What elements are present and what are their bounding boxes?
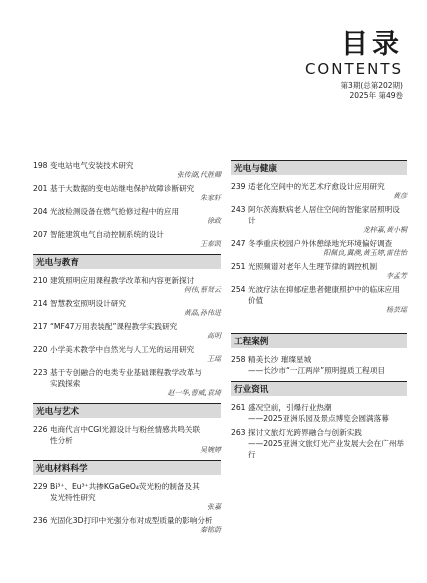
article-title: 盛况空前，引爆行业热潮 xyxy=(248,403,332,412)
article-title: 适老化空间中的光艺术疗愈设计应用研究 xyxy=(248,182,385,191)
page-number: 207 xyxy=(33,230,48,239)
contents-header xyxy=(305,30,403,101)
article-title: 基于专创融合的电类专业基础课程教学改革与 xyxy=(50,368,202,377)
section-heading-label: 行业资讯 xyxy=(231,381,407,396)
page-number: 247 xyxy=(231,239,246,248)
section-heading xyxy=(231,381,407,396)
page-number: 201 xyxy=(33,184,48,193)
page-number: 217 xyxy=(33,322,48,331)
article-authors: 高明 xyxy=(207,332,221,340)
page-number: 229 xyxy=(33,482,48,491)
toc-entry[interactable] xyxy=(231,427,407,460)
article-authors: 黄彦 xyxy=(393,192,407,200)
toc-entry[interactable] xyxy=(33,321,221,341)
toc-entry[interactable] xyxy=(33,367,221,398)
article-authors: 吴婉婷 xyxy=(200,446,221,454)
page-number: 243 xyxy=(231,205,246,214)
left-column xyxy=(33,160,221,538)
article-subtitle: ——2025亚洲乐园及景点博览会圆满落幕 xyxy=(248,414,389,423)
section-heading xyxy=(231,160,407,175)
article-authors: 王瑶 xyxy=(207,355,221,363)
article-title: “MF47万用表装配”课程教学实践研究 xyxy=(50,322,178,331)
section-heading-label: 光电与健康 xyxy=(231,160,407,175)
article-authors: 杨芸瑶 xyxy=(386,306,407,314)
article-subtitle: ——2025亚洲文旅灯光产业发展大会在广州举行 xyxy=(248,439,405,459)
article-authors: 阳佩良,冀澳,黄玉婷,雷佳怡 xyxy=(323,249,407,257)
section-heading xyxy=(33,403,221,418)
article-authors: 王泰凯 xyxy=(200,240,221,248)
article-title: 光波疗法在抑郁症患者健康照护中的临床应用 xyxy=(248,285,400,294)
section-heading xyxy=(33,460,221,475)
contents-title-cn: 目录 xyxy=(341,29,403,60)
toc-entry[interactable] xyxy=(33,298,221,318)
toc-entry[interactable] xyxy=(231,261,407,281)
contents-title-en: CONTENTS xyxy=(304,60,403,78)
article-subtitle: ——长沙市“一江两岸”照明提质工程项目 xyxy=(248,366,385,375)
article-title: 电商代言中CGI光源设计与粉丝情感共鸣关联 xyxy=(50,425,201,434)
article-authors: 赵一华,曹威,袁琦 xyxy=(167,389,221,397)
toc-entry[interactable] xyxy=(231,402,407,424)
volume-year: 2025年 第49卷 xyxy=(349,91,403,100)
toc-entry[interactable] xyxy=(231,354,407,376)
article-title: 探讨文旅灯光跨界融合与创新实践 xyxy=(248,428,362,437)
article-title: 智能建筑电气自动控制系统的设计 xyxy=(50,230,164,239)
toc-entry[interactable] xyxy=(231,204,407,235)
toc-entry[interactable] xyxy=(33,206,221,226)
toc-entry[interactable] xyxy=(231,181,407,201)
article-authors: 黄晶,孙伟进 xyxy=(183,309,221,317)
page-number: 220 xyxy=(33,345,48,354)
article-authors: 李孟芳 xyxy=(386,272,407,280)
toc-entry[interactable] xyxy=(33,424,221,455)
toc-entry[interactable] xyxy=(33,183,221,203)
toc-entry[interactable] xyxy=(33,275,221,295)
page-number: 223 xyxy=(33,368,48,377)
article-title: 小学美术教学中自然光与人工光的运用研究 xyxy=(50,345,195,354)
toc-entry[interactable] xyxy=(231,238,407,258)
page-number: 239 xyxy=(231,182,246,191)
article-authors: 张嘉 xyxy=(207,503,221,511)
page-number: 204 xyxy=(33,207,48,216)
section-heading xyxy=(33,254,221,269)
page-number: 214 xyxy=(33,299,48,308)
section-heading-label: 光电与艺术 xyxy=(33,403,221,418)
page-number: 226 xyxy=(33,425,48,434)
section-heading-label: 光电与教育 xyxy=(33,254,221,269)
article-title: 基于大数据的变电站继电保护故障诊断研究 xyxy=(50,184,195,193)
section-heading-label: 光电材料科学 xyxy=(33,460,221,475)
page-number: 251 xyxy=(231,262,246,271)
toc-entry[interactable] xyxy=(33,481,221,512)
section-heading-label: 工程案例 xyxy=(231,333,407,348)
article-title: 智慧教室照明设计研究 xyxy=(50,299,126,308)
toc-entry[interactable] xyxy=(33,160,221,180)
article-authors: 何伟,蔡贤云 xyxy=(183,286,221,294)
article-title: 建筑照明应用课程教学改革和内容更新探讨 xyxy=(50,276,195,285)
page-number: 236 xyxy=(33,516,48,525)
issue-number: 第3期(总第202期) xyxy=(340,81,403,90)
article-title: 变电站电气安装技术研究 xyxy=(50,161,134,170)
article-title-continued: 价值 xyxy=(248,296,264,305)
toc-entry[interactable] xyxy=(33,515,221,535)
page-number: 258 xyxy=(231,355,246,364)
page-number: 263 xyxy=(231,428,246,437)
article-title: Bi³⁺、Eu³⁺共掺KGaGeO₄荧光粉的制备及其 xyxy=(50,482,200,491)
article-authors: 秦铭蔚 xyxy=(200,526,221,534)
article-title: 光波检测设备在燃气抢修过程中的应用 xyxy=(50,207,180,216)
page-number: 210 xyxy=(33,276,48,285)
article-title: 阿尔茨海默病老人居住空间的智能家居照明设计 xyxy=(248,205,400,225)
article-authors: 朱家轩 xyxy=(200,194,221,202)
section-heading xyxy=(231,333,407,348)
right-column xyxy=(231,160,407,463)
toc-entry[interactable] xyxy=(33,229,221,249)
article-title: 冬季重庆校园户外休憩绿地光环境偏好调查 xyxy=(248,239,393,248)
issue-info xyxy=(305,81,403,101)
article-title: 光照频谱对老年人生理节律的调控机制 xyxy=(248,262,378,271)
article-authors: 徐政 xyxy=(207,217,221,225)
page-number: 261 xyxy=(231,403,246,412)
article-authors: 张传湖,代胜卿 xyxy=(176,171,221,179)
page-number: 198 xyxy=(33,161,48,170)
article-title: 精美长沙 璀璨星城 xyxy=(248,355,312,364)
article-authors: 龙梓嘉,黄小桐 xyxy=(362,226,407,234)
page-number: 254 xyxy=(231,285,246,294)
article-title-continued: 性分析 xyxy=(50,436,73,445)
toc-entry[interactable] xyxy=(231,284,407,315)
article-title: 光固化3D打印中光强分布对成型质量的影响分析 xyxy=(50,516,213,525)
article-title-continued: 实践探索 xyxy=(50,379,81,388)
article-title-continued: 发光特性研究 xyxy=(50,493,96,502)
toc-entry[interactable] xyxy=(33,344,221,364)
